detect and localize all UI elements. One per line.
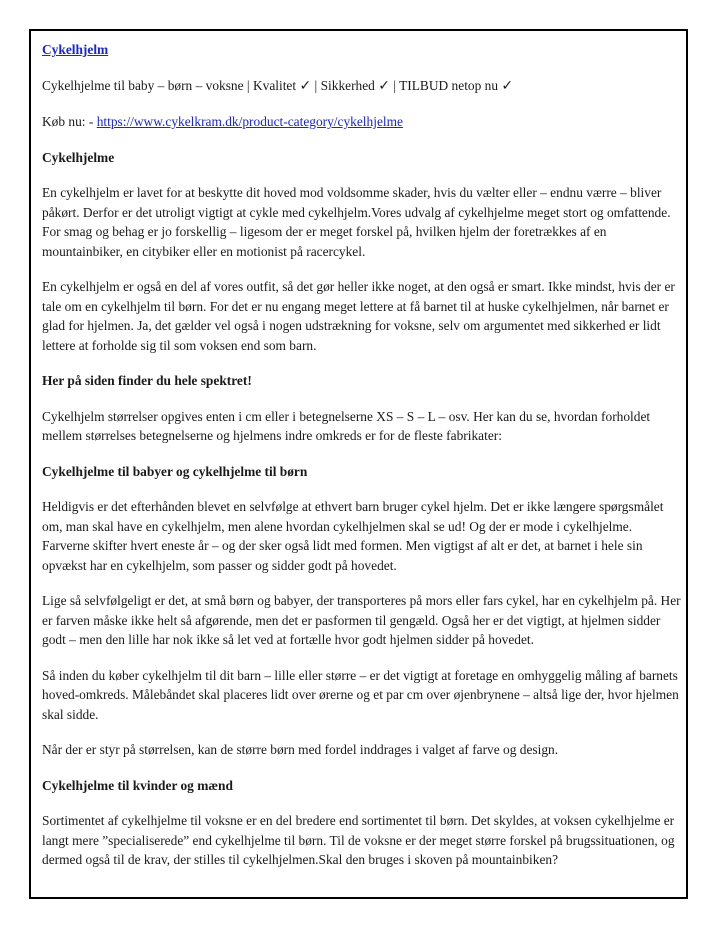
body-paragraph-6: Så inden du køber cykelhjelm til dit barn – lille eller større – er det vigtigt at foretage en omhyggelig måling af barnets hoved-omkreds. Målebåndet skal placeres lidt over ørerne og et par cm over øjenbrynene – altså lige der, hvor hjelmen skal sidde.: [42, 667, 679, 722]
body-paragraph-5: Lige så selvfølgeligt er det, at små børn og babyer, der transporteres på mors eller fars cykel, har en cykelhjelm på. Her er farven måske ikke helt så afgørende, men det er pasformen til gengæld. Også her er det vigtigt, at hjelmen sidder godt – men den lille har nok ikke så let ved at fortælle hvor godt hjelmen sidder på hovedet.: [42, 593, 681, 647]
body-paragraph-3: Cykelhjelm størrelser opgives enten i cm eller i betegnelserne XS – S – L – osv. Her kan du se, hvordan forholdet mellem størrelses betegnelserne og hjelmens indre omkreds er for de fleste fabrikater:: [42, 408, 651, 443]
tagline-part-2: | Sikkerhed: [314, 77, 375, 93]
body-paragraph-7: Når der er styr på størrelsen, kan de større børn med fordel inddrages i valget af farve og design.: [42, 742, 559, 757]
title-paragraph: [42, 40, 682, 60]
section-heading-born: Cykelhjelme til babyer og cykelhjelme til børn: [42, 463, 308, 479]
check-icon: ✓: [378, 77, 390, 94]
check-icon: ✓: [299, 77, 312, 94]
tagline-part-1: Cykelhjelme til baby – børn – voksne | Kvalitet: [42, 77, 297, 93]
document-body: [42, 40, 682, 886]
buy-now-url-link[interactable]: https://www.cykelkram.dk/product-category/cykelhjelme: [96, 114, 403, 129]
tagline-part-3: | TILBUD netop nu: [393, 77, 499, 93]
tagline: [42, 76, 682, 97]
check-icon: ✓: [501, 77, 514, 94]
body-paragraph-8: Sortimentet af cykelhjelme til voksne er en del bredere end sortimentet til børn. Det skyldes, at voksen cykelhjelme er langt mere ”specialiserede” end cykelhjelme til børn. Til de voksne er der meget større forskel på brugssituationen, og dermed også til de krav, der stilles til cykelhjelmen.Skal den bruges i skoven på mountainbiken?: [42, 813, 675, 867]
section-heading-cykelhjelme: Cykelhjelme: [42, 149, 115, 165]
body-paragraph-1: En cykelhjelm er lavet for at beskytte dit hoved mod voldsomme skader, hvis du vælter eller – endnu værre – bliver påkørt. Derfor er det utroligt vigtigt at cykle med cykelhjelm.Vores udvalg af cykelhjelme meget stort og omfattende. For smag og behag er jo forskellig – ligesom der er meget forskel på, hvilken hjelm der foretrækkes af en mountainbiker, en citybiker eller en motionist på racercykel.: [42, 185, 671, 259]
title-link[interactable]: Cykelhjelm: [42, 42, 109, 57]
body-paragraph-2: En cykelhjelm er også en del af vores outfit, så det gør heller ikke noget, at den også er smart. Ikke mindst, hvis der er tale om en cykelhjelm til børn. For det er nu engang meget lettere at få barnet til at huske cykelhjelmen, når barnet er glad for hjelmen. Ja, det gælder vel også i nogen udstrækning for voksne, selv om argumentet med sikkerhed er lidt lettere at forholde sig til som voksen end som barn.: [42, 279, 675, 353]
buy-now-line: [42, 112, 682, 132]
body-paragraph-4: Heldigvis er det efterhånden blevet en selvfølge at ethvert barn bruger cykel hjelm. Det er ikke længere spørgsmålet om, man skal have en cykelhjelm, men alene hvordan cykelhjelmen skal se ud! Og der er mode i cykelhjelme. Farverne skifter hvert eneste år – og der sker også lidt med formen. Men vigtigst af alt er det, at barnet i hele sin opvækst har en cykelhjelm, som passer og sidder godt på hovedet.: [42, 499, 664, 573]
section-heading-voksne: Cykelhjelme til kvinder og mænd: [42, 777, 233, 793]
buy-now-prefix: Køb nu: -: [42, 114, 97, 129]
section-heading-spektret: Her på siden finder du hele spektret!: [42, 373, 252, 388]
